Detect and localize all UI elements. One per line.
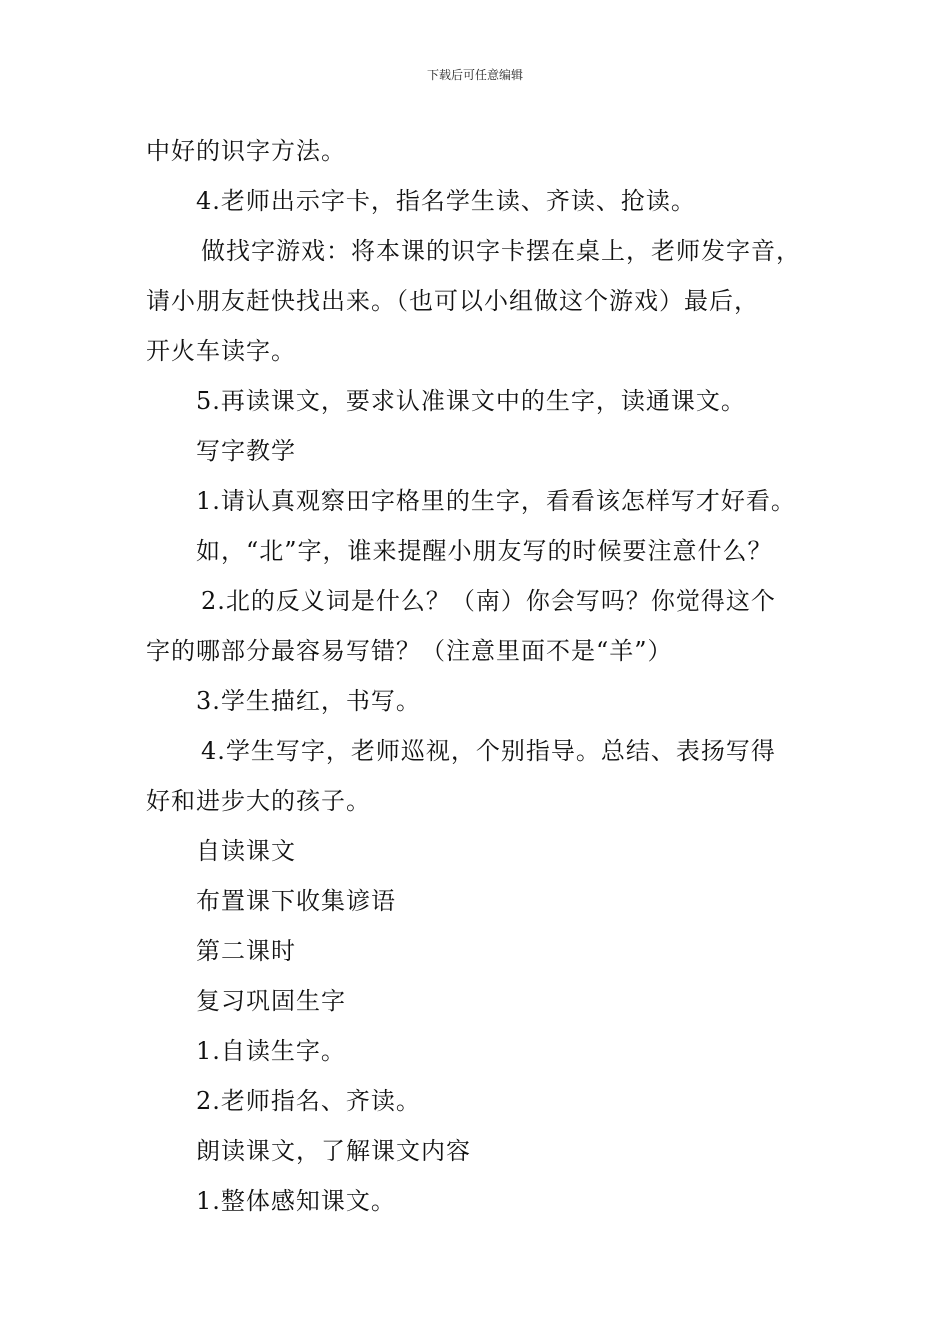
text-line: 中好的识字方法。 <box>146 137 346 165</box>
text-line: 2.老师指名、齐读。 <box>196 1087 421 1115</box>
page-header: 下载后可任意编辑 <box>426 68 523 82</box>
text-line: 字的哪部分最容易写错？（注意里面不是“羊”） <box>146 637 673 665</box>
text-line: 1.请认真观察田字格里的生字，看看该怎样写才好看。 <box>196 487 796 515</box>
text-line: 3.学生描红，书写。 <box>196 687 421 715</box>
section-heading: 第二课时 <box>196 937 296 965</box>
text-line: 开火车读字。 <box>146 337 296 365</box>
text-line: 4.老师出示字卡，指名学生读、齐读、抢读。 <box>196 187 696 215</box>
text-line: 请小朋友赶快找出来。（也可以小组做这个游戏）最后， <box>146 287 759 315</box>
text-line: 做找字游戏：将本课的识字卡摆在桌上，老师发字音， <box>201 237 801 265</box>
text-line: 4.学生写字，老师巡视，个别指导。总结、表扬写得 <box>201 737 776 765</box>
text-line: 好和进步大的孩子。 <box>146 787 371 815</box>
text-line: 1.自读生字。 <box>196 1037 346 1065</box>
section-heading: 朗读课文，了解课文内容 <box>196 1137 471 1165</box>
text-line: 1.整体感知课文。 <box>196 1187 396 1215</box>
section-heading: 复习巩固生字 <box>196 987 346 1015</box>
text-line: 如，“北”字，谁来提醒小朋友写的时候要注意什么？ <box>196 537 773 565</box>
section-heading: 自读课文 <box>196 837 296 865</box>
section-heading: 布置课下收集谚语 <box>196 887 396 915</box>
text-line: 2.北的反义词是什么？（南）你会写吗？你觉得这个 <box>201 587 776 615</box>
section-heading: 写字教学 <box>196 437 296 465</box>
text-line: 5.再读课文，要求认准课文中的生字，读通课文。 <box>196 387 746 415</box>
document-body <box>146 126 836 1226</box>
